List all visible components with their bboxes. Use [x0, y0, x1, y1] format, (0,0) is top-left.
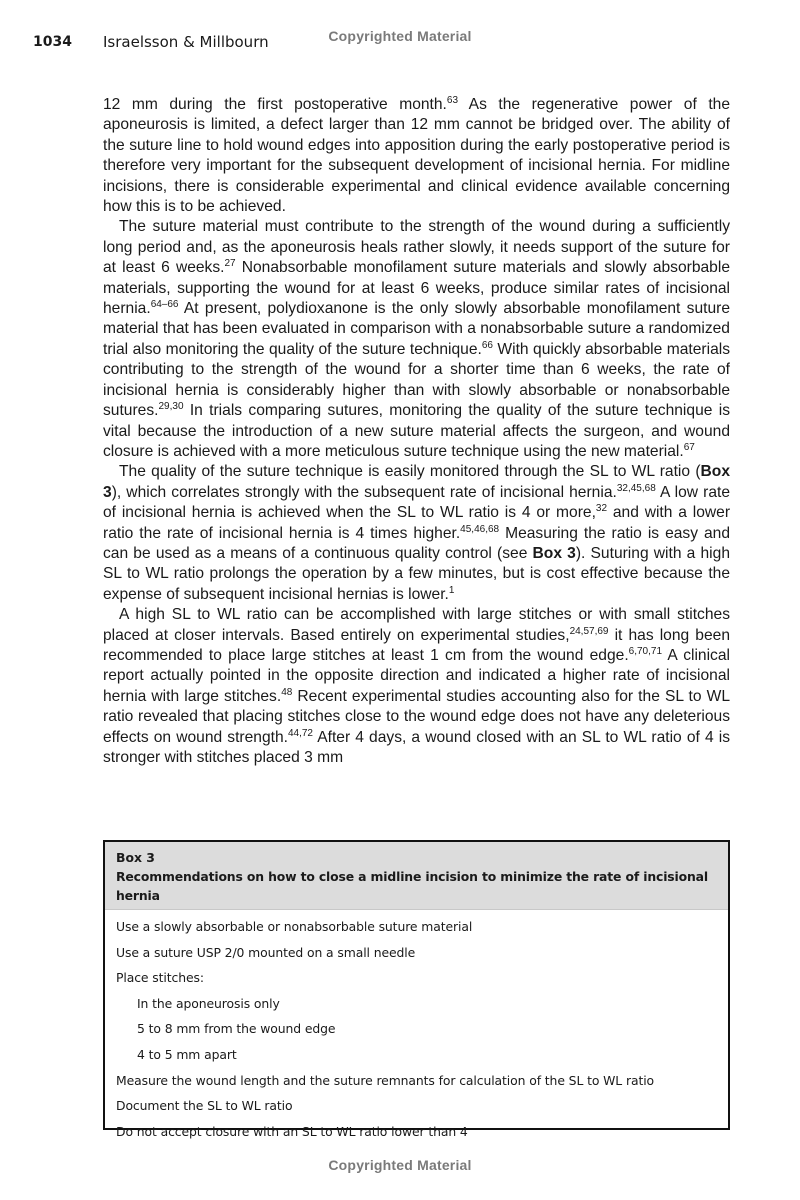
paragraph: The suture material must contribute to the strength of the wound during a sufficiently long period and, as the aponeurosis heals rather slowly, it needs support of the suture for at least 6 weeks.$^{27}$ Nonabsorbable monofilament suture materials and slowly absorbable materials, supporting the wound for at least 6 weeks, produce similar rates of incisional hernia.$^{64-66}$ At present, polydioxanone is the only slowly absorbable monofilament suture material that has been evaluated in comparison with a nonabsorbable suture a randomized trial also monitoring the quality of the suture technique.$^{66}$ With quickly absorbable materials contributing to the strength of the wound for a shorter time than 6 weeks, the rate of incisional hernia is considerably higher than with slowly absorbable or nonabsorbable sutures.$^{29,30}$ In trials comparing sutures, monitoring the quality of the suture technique is vital because the introduction of a new suture material affects the surgeon, and wound closure is achieved with a more meticulous suture technique using the new material.$^{67}$ — [103, 218, 730, 460]
box-label: Box 3 — [116, 850, 155, 865]
box-title: Recommendations on how to close a midline incision to minimize the rate of incisional hernia — [116, 869, 708, 903]
watermark-bottom: Copyrighted Material — [328, 1157, 472, 1173]
citation-superscript: 6,70,71 — [628, 645, 663, 657]
running-head: Israelsson & Millbourn — [103, 33, 269, 51]
page-number: 1034 — [33, 34, 72, 50]
box-list-subitem: In the aponeurosis only — [137, 995, 280, 1011]
box-reference: Box 3 — [532, 544, 576, 562]
box-header — [105, 842, 728, 910]
citation-superscript: 27 — [224, 258, 236, 270]
box-3-recommendations — [103, 840, 730, 1139]
box-list-item: Place stitches: — [116, 970, 204, 986]
box-list-subitem: 5 to 8 mm from the wound edge — [137, 1021, 336, 1037]
body-text — [103, 95, 730, 768]
citation-superscript: 32 — [595, 503, 608, 515]
box-list-item: Measure the wound length and the suture remnants for calculation of the SL to WL ratio — [116, 1072, 655, 1088]
citation-superscript: 67 — [683, 441, 695, 453]
box-list-item: Do not accept closure with an SL to WL ratio lower than 4 — [116, 1123, 468, 1139]
citation-superscript: 63 — [446, 95, 459, 106]
paragraph: The quality of the suture technique is easily monitored through the SL to WL ratio (Box 3), which correlates strongly with the subsequent rate of incisional hernia.$^{32,45,68}$ A low rate of incisional hernia is achieved when the SL to WL ratio is 4 or more,$^{32}$ and with a lower ratio the rate of incisional hernia is 4 times higher.$^{45,46,68}$ Measuring the ratio is easy and can be used as a means of a continuous quality control (see Box 3). Suturing with a high SL to WL ratio prolongs the operation by a few minutes, but is cost effective because the expense of subsequent incisional hernias is lower.$^1$ — [103, 463, 731, 603]
citation-superscript: 45,46,68 — [460, 523, 500, 535]
box-reference: Box 3 — [103, 463, 730, 501]
box-list-item: Document the SL to WL ratio — [116, 1098, 293, 1114]
citation-superscript: 29,30 — [158, 401, 184, 413]
citation-superscript: 24,57,69 — [569, 625, 609, 637]
citation-superscript: 32,45,68 — [616, 482, 656, 494]
citation-superscript: 1 — [448, 584, 455, 596]
paragraph: 12 mm during the first postoperative month.$^{63}$ As the regenerative power of the aponeurosis is limited, a defect larger than 12 mm cannot be bridged over. The ability of the suture line to hold wound edges into apposition during the early postoperative period is therefore very important for the subsequent development of incisional hernia. For midline incisions, there is considerable experimental and clinical evidence available concerning how this is to be achieved. — [103, 95, 730, 216]
citation-superscript: 64–66 — [150, 299, 179, 311]
box-list — [105, 910, 728, 1144]
citation-superscript: 48 — [281, 686, 293, 698]
box-list-subitem: 4 to 5 mm apart — [137, 1046, 237, 1062]
citation-superscript: 44,72 — [287, 727, 313, 739]
paragraph: A high SL to WL ratio can be accomplished with large stitches or with small stitches placed at closer intervals. Based entirely on experimental studies,$^{24,57,69}$ it has long been recommended to place large stitches at least 1 cm from the wound edge.$^{6,70,71}$ A clinical report actually pointed in the opposite direction and indicated a higher rate of incisional hernia with large stitches.$^{48}$ Recent experimental studies accounting also for the SL to WL ratio revealed that placing stitches close to the wound edge does not have any deleterious effects on wound strength.$^{44,72}$ After 4 days, a wound closed with an SL to WL ratio of 4 is stronger with stitches placed 3 mm — [103, 606, 730, 766]
watermark-top: Copyrighted Material — [328, 28, 472, 44]
citation-superscript: 66 — [481, 339, 493, 351]
box-list-item: Use a slowly absorbable or nonabsorbable suture material — [116, 919, 473, 934]
box-list-item: Use a suture USP 2/0 mounted on a small needle — [116, 944, 416, 960]
